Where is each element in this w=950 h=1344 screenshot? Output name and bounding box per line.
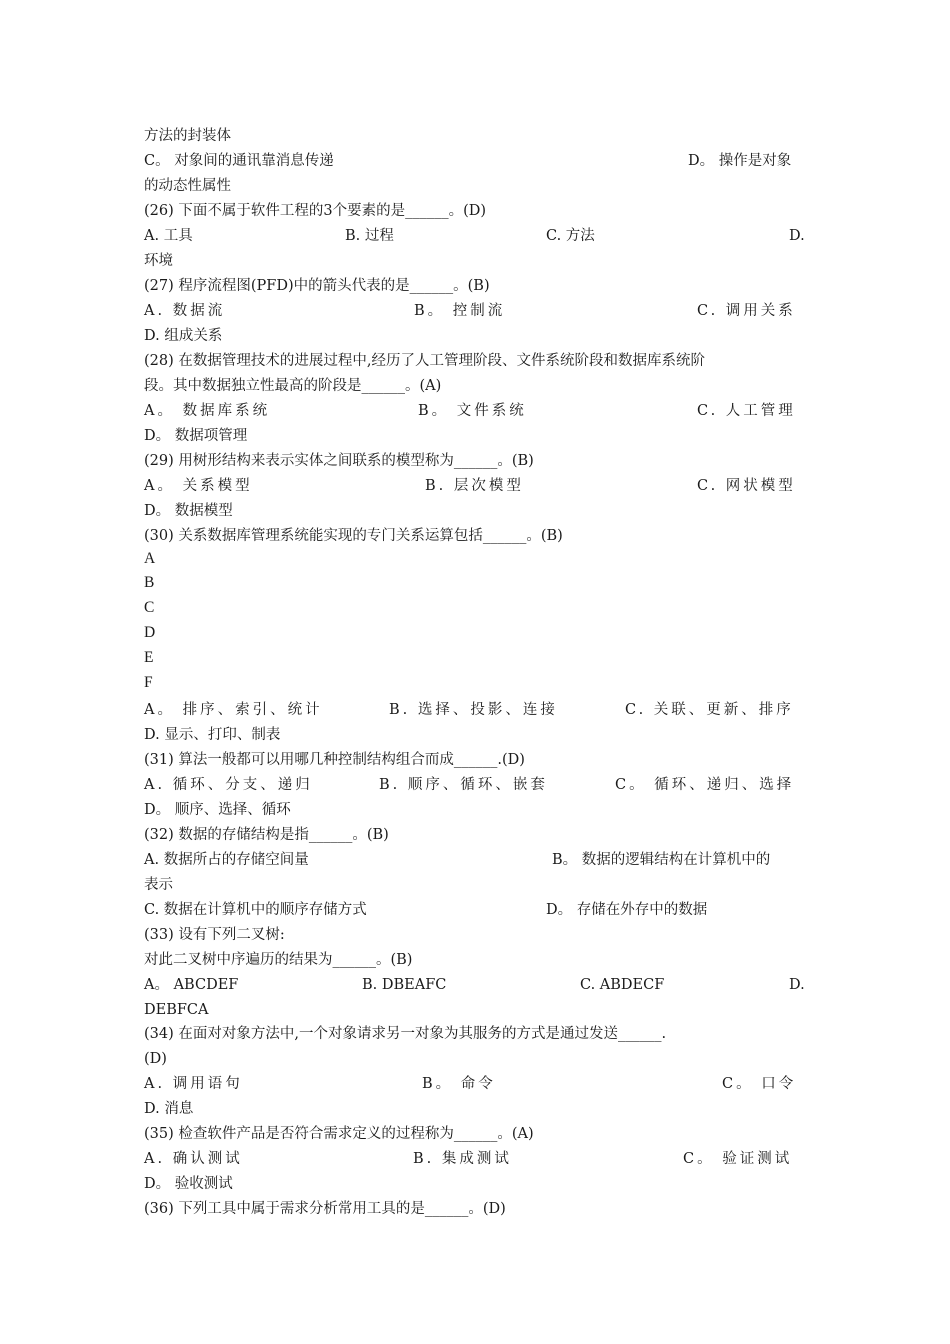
text-line-content: DEBFCA <box>144 1002 209 1018</box>
option-b: B。 命令 <box>422 1076 496 1092</box>
text-line <box>144 252 806 270</box>
question-33 <box>144 926 806 944</box>
option-d: D。 操作是对象 <box>688 153 792 169</box>
option-c: C. 方法 <box>546 228 595 244</box>
option-d: D。 验收测试 <box>144 1176 233 1192</box>
question-text: (34) 在面对对象方法中,一个对象请求另一对象为其服务的方式是通过发送______. <box>144 1026 667 1042</box>
text-line <box>144 377 806 395</box>
text-line-content: 环境 <box>144 253 173 269</box>
text-line <box>144 951 806 969</box>
option-b: B. 层次模型 <box>425 478 524 494</box>
text-line <box>144 177 806 195</box>
option-a: A. 数据流 <box>144 303 226 319</box>
option-c: C. 数据在计算机中的顺序存储方式 <box>144 902 367 918</box>
item-letter: B <box>144 574 155 591</box>
list-item <box>144 574 806 592</box>
option-c: C。 口令 <box>722 1076 797 1092</box>
question-26 <box>144 202 806 220</box>
option-c: C。 对象间的通讯靠消息传递 <box>144 153 334 169</box>
question-text: (31) 算法一般都可以用哪几种控制结构组合而成______.(D) <box>144 752 525 768</box>
option-d: D. 组成关系 <box>144 328 223 344</box>
option-d: D. <box>789 228 805 244</box>
text-line <box>144 1100 806 1118</box>
text-line-content: 方法的封装体 <box>144 128 231 144</box>
option-c: C。 循环、递归、选择 <box>615 777 795 793</box>
question-text: (26) 下面不属于软件工程的3个要素的是______。(D) <box>144 203 487 219</box>
option-d: D。 数据模型 <box>144 503 233 519</box>
question-text: (27) 程序流程图(PFD)中的箭头代表的是______。(B) <box>144 278 490 294</box>
text-line <box>144 876 806 894</box>
option-a: A。 数据库系统 <box>144 403 271 419</box>
option-d: D. 消息 <box>144 1101 194 1117</box>
list-item <box>144 624 806 642</box>
option-b: B。 文件系统 <box>418 403 527 419</box>
question-text: 段。其中数据独立性最高的阶段是______。(A) <box>144 378 442 394</box>
question-text: (35) 检查软件产品是否符合需求定义的过程称为______。(A) <box>144 1126 534 1142</box>
option-d: D。 顺序、选择、循环 <box>144 802 291 818</box>
option-a: A. 循环、分支、递归 <box>144 777 313 793</box>
question-text: (36) 下列工具中属于需求分析常用工具的是______。(D) <box>144 1201 506 1217</box>
option-c: C. 关联、更新、排序 <box>625 702 794 718</box>
option-a: A. 工具 <box>144 228 193 244</box>
question-text: (29) 用树形结构来表示实体之间联系的模型称为______。(B) <box>144 453 534 469</box>
list-item <box>144 550 806 568</box>
option-a: A. 数据所占的存储空间量 <box>144 852 309 868</box>
text-line <box>144 1001 806 1019</box>
option-a: A。 排序、索引、统计 <box>144 702 323 718</box>
question-34 <box>144 1025 806 1043</box>
question-35 <box>144 1125 806 1143</box>
item-letter: A <box>144 550 156 567</box>
option-d: D。 数据项管理 <box>144 428 248 444</box>
question-28 <box>144 352 806 370</box>
question-32 <box>144 826 806 844</box>
text-line <box>144 427 806 445</box>
text-line <box>144 502 806 520</box>
question-30 <box>144 527 806 545</box>
text-line-content: 的动态性属性 <box>144 178 231 194</box>
option-c: C. 调用关系 <box>697 303 796 319</box>
list-item <box>144 599 806 617</box>
question-27 <box>144 277 806 295</box>
text-line <box>144 801 806 819</box>
text-line <box>144 127 806 145</box>
option-d: D. <box>789 977 805 993</box>
question-36 <box>144 1200 806 1218</box>
question-31 <box>144 751 806 769</box>
text-line <box>144 1175 806 1193</box>
list-item <box>144 649 806 667</box>
question-text: (28) 在数据管理技术的进展过程中,经历了人工管理阶段、文件系统阶段和数据库系统阶 <box>144 353 705 369</box>
option-a: A。 关系模型 <box>144 478 253 494</box>
text-line <box>144 327 806 345</box>
question-text: 对此二叉树中序遍历的结果为______。(B) <box>144 952 413 968</box>
option-b: B. 选择、投影、连接 <box>389 702 558 718</box>
answer-text: (D) <box>144 1051 167 1067</box>
option-c: C. 人工管理 <box>697 403 796 419</box>
option-b: B. 顺序、循环、嵌套 <box>379 777 548 793</box>
list-item <box>144 674 806 692</box>
option-d: D. 显示、打印、制表 <box>144 727 281 743</box>
option-b: B. 集成测试 <box>413 1151 512 1167</box>
question-29 <box>144 452 806 470</box>
option-a: A。 ABCDEF <box>144 977 239 993</box>
option-b: B。 数据的逻辑结构在计算机中的 <box>552 852 771 868</box>
question-text: (30) 关系数据库管理系统能实现的专门关系运算包括______。(B) <box>144 528 563 544</box>
item-letter: C <box>144 599 155 616</box>
question-text: (32) 数据的存储结构是指______。(B) <box>144 827 389 843</box>
option-c: C. ABDECF <box>580 977 665 993</box>
item-letter: E <box>144 649 154 666</box>
option-a: A. 调用语句 <box>144 1076 243 1092</box>
question-text: (33) 设有下列二叉树: <box>144 927 285 943</box>
option-c: C. 网状模型 <box>697 478 796 494</box>
option-b: B. 过程 <box>345 228 394 244</box>
text-line <box>144 726 806 744</box>
text-line-content: 表示 <box>144 877 173 893</box>
item-letter: F <box>144 674 153 691</box>
option-b: B. DBEAFC <box>362 977 447 993</box>
option-d: D。 存储在外存中的数据 <box>546 902 708 918</box>
text-line <box>144 1050 806 1068</box>
option-b: B。 控制流 <box>414 303 506 319</box>
option-a: A. 确认测试 <box>144 1151 243 1167</box>
option-c: C。 验证测试 <box>683 1151 793 1167</box>
item-letter: D <box>144 624 156 641</box>
